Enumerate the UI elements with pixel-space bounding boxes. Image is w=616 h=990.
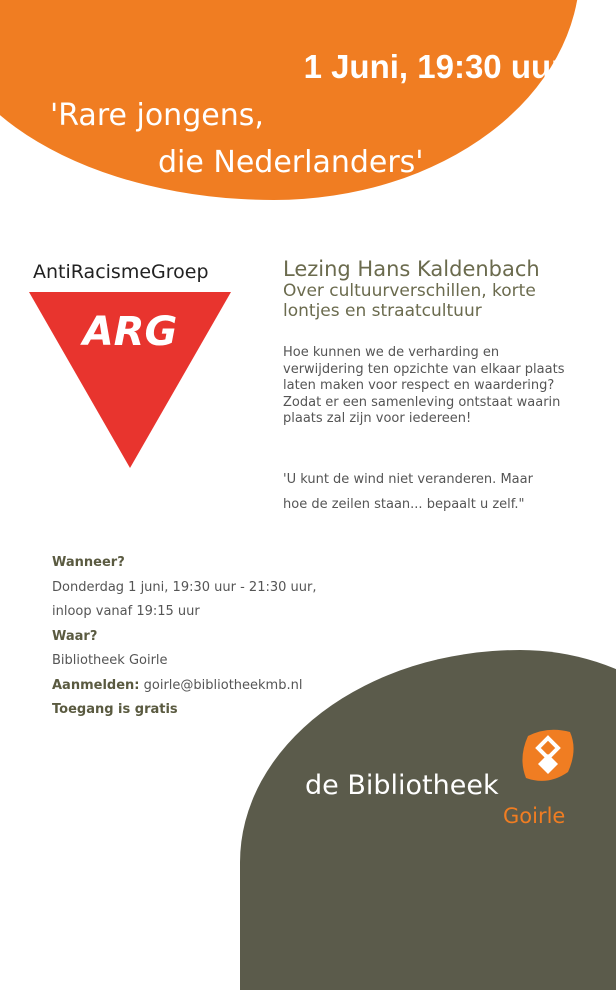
quote-line2: hoe de zeilen staan... bepaalt u zelf." — [283, 497, 525, 512]
when-label: Wanneer? — [52, 555, 125, 570]
event-info — [52, 555, 372, 727]
register-label: Aanmelden: — [52, 677, 140, 693]
register-row — [52, 678, 372, 703]
library-city: Goirle — [503, 804, 566, 828]
lecture-block — [283, 257, 583, 321]
organizer-name: AntiRacismeGroep — [33, 261, 209, 283]
quote-line1: 'U kunt de wind niet veranderen. Maar — [283, 472, 533, 487]
event-title-line2: die Nederlanders' — [158, 145, 424, 180]
when-line2: inloop vanaf 19:15 uur — [52, 604, 200, 619]
event-date: 1 Juni, 19:30 uur — [303, 48, 564, 85]
lecture-subtitle-line1: Over cultuurverschillen, korte — [283, 281, 536, 301]
library-logo-icon — [518, 728, 578, 784]
arg-logo-text: ARG — [82, 309, 178, 355]
register-email[interactable]: goirle@bibliotheekmb.nl — [143, 677, 303, 693]
lecture-subtitle-line2: lontjes en straatcultuur — [283, 301, 482, 321]
lecture-title: Lezing Hans Kaldenbach — [283, 257, 540, 281]
lecture-intro: Hoe kunnen we de verharding en verwijdering ten opzichte van elkaar plaats laten maken voor respect en waardering? Zodat er een samenleving ontstaat waarin plaats zal zijn voor iedereen! — [283, 345, 565, 426]
entry-note: Toegang is gratis — [52, 702, 178, 717]
where-value: Bibliotheek Goirle — [52, 653, 168, 668]
when-line1: Donderdag 1 juni, 19:30 uur - 21:30 uur, — [52, 579, 317, 595]
arg-logo-icon — [27, 290, 233, 470]
library-name: de Bibliotheek — [305, 770, 499, 801]
where-label: Waar? — [52, 628, 98, 644]
lecture-quote — [283, 467, 583, 517]
event-title-line1: 'Rare jongens, — [50, 98, 264, 133]
